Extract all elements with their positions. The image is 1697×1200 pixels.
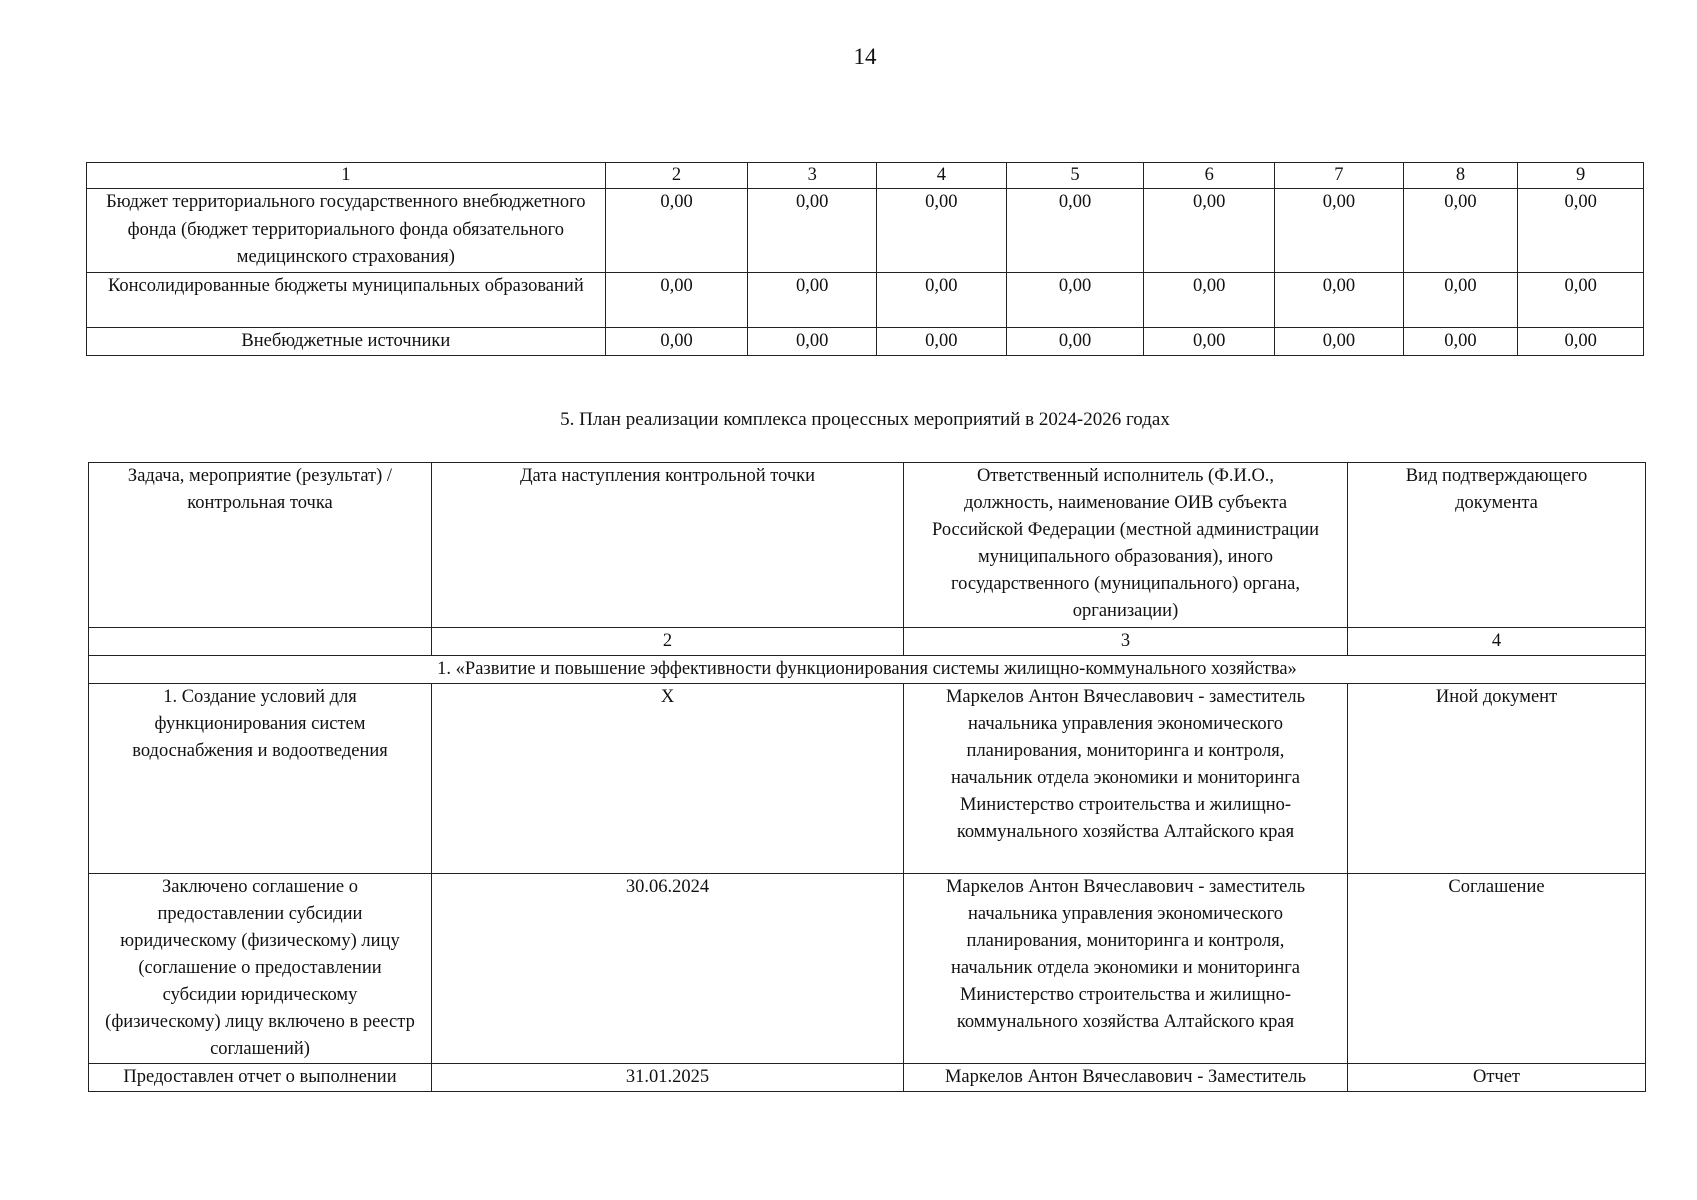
budget-header-row <box>87 163 1644 189</box>
cell-value: 0,00 <box>877 272 1007 327</box>
document-cell: Соглашение <box>1348 874 1646 1064</box>
task-cell: Заключено соглашение о предоставлении субсидии юридическому (физическому) лицу (соглашение о предоставлении субсидии юридическому (физическому) лицу включено в реестр соглашений) <box>89 874 432 1064</box>
cell-value: 0,00 <box>1518 189 1644 273</box>
table-row <box>89 874 1646 1064</box>
cell-value: 0,00 <box>605 327 748 356</box>
task-cell: Предоставлен отчет о выполнении <box>89 1064 432 1092</box>
cell-value: 0,00 <box>1403 272 1518 327</box>
col-header: 8 <box>1403 163 1518 189</box>
cell-value: 0,00 <box>1518 272 1644 327</box>
col-header: 7 <box>1275 163 1404 189</box>
section-title: 5. План реализации комплекса процессных мероприятий в 2024-2026 годах <box>560 409 1170 430</box>
col-header: 5 <box>1006 163 1144 189</box>
budget-table <box>86 162 1644 356</box>
cell-value: 0,00 <box>1006 272 1144 327</box>
cell-value: 0,00 <box>748 272 877 327</box>
col-number: 4 <box>1348 628 1646 656</box>
task-title: 1. «Развитие и повышение эффективности функционирования системы жилищно-коммунального хозяйства» <box>89 656 1646 684</box>
col-number: 2 <box>432 628 904 656</box>
col-header: 9 <box>1518 163 1644 189</box>
cell-value: 0,00 <box>877 327 1007 356</box>
document-cell: Отчет <box>1348 1064 1646 1092</box>
cell-value: 0,00 <box>1144 327 1275 356</box>
column-number-row <box>89 628 1646 656</box>
cell-value: 0,00 <box>1144 189 1275 273</box>
responsible-cell: Маркелов Антон Вячеславович - заместитель начальника управления экономического планирования, мониторинга и контроля, начальник отдела экономики и мониторинга Министерство строительства и жилищно-коммунального хозяйства Алтайского края <box>904 684 1348 874</box>
cell-value: 0,00 <box>605 272 748 327</box>
cell-value: 0,00 <box>1403 189 1518 273</box>
cell-value: 0,00 <box>1275 327 1404 356</box>
responsible-cell: Маркелов Антон Вячеславович - заместитель начальника управления экономического планирования, мониторинга и контроля, начальник отдела экономики и мониторинга Министерство строительства и жилищно-коммунального хозяйства Алтайского края <box>904 874 1348 1064</box>
cell-value: 0,00 <box>1275 189 1404 273</box>
col-header: 6 <box>1144 163 1275 189</box>
cell-value: 0,00 <box>748 189 877 273</box>
row-label: Внебюджетные источники <box>87 327 606 356</box>
cell-value: 0,00 <box>1518 327 1644 356</box>
page-number: 14 <box>853 44 877 69</box>
table-row <box>87 327 1644 356</box>
cell-value: 0,00 <box>605 189 748 273</box>
row-label: Бюджет территориального государственного внебюджетного фонда (бюджет территориального фонда обязательного медицинского страхования) <box>87 189 606 273</box>
row-label: Консолидированные бюджеты муниципальных образований <box>87 272 606 327</box>
col-number <box>89 628 432 656</box>
col-header: 4 <box>877 163 1007 189</box>
plan-header-row <box>89 463 1646 628</box>
col-header: Вид подтверждающего документа <box>1348 463 1646 628</box>
col-header: 2 <box>605 163 748 189</box>
col-header: Задача, мероприятие (результат) / контрольная точка <box>89 463 432 628</box>
date-cell: X <box>432 684 904 874</box>
cell-value: 0,00 <box>1006 189 1144 273</box>
cell-value: 0,00 <box>877 189 1007 273</box>
table-row <box>87 189 1644 273</box>
table-row <box>89 684 1646 874</box>
col-header: 1 <box>87 163 606 189</box>
col-header: Дата наступления контрольной точки <box>432 463 904 628</box>
cell-value: 0,00 <box>1403 327 1518 356</box>
col-number: 3 <box>904 628 1348 656</box>
cell-value: 0,00 <box>1006 327 1144 356</box>
cell-value: 0,00 <box>1144 272 1275 327</box>
task-title-row <box>89 656 1646 684</box>
cell-value: 0,00 <box>748 327 877 356</box>
col-header: Ответственный исполнитель (Ф.И.О., должность, наименование ОИВ субъекта Российской Федерации (местной администрации муниципального образования), иного государственного (муниципального) органа, организации) <box>904 463 1348 628</box>
task-cell: 1. Создание условий для функционирования систем водоснабжения и водоотведения <box>89 684 432 874</box>
date-cell: 31.01.2025 <box>432 1064 904 1092</box>
plan-table <box>88 462 1646 1092</box>
cell-value: 0,00 <box>1275 272 1404 327</box>
table-row <box>89 1064 1646 1092</box>
document-cell: Иной документ <box>1348 684 1646 874</box>
table-row <box>87 272 1644 327</box>
col-header: 3 <box>748 163 877 189</box>
date-cell: 30.06.2024 <box>432 874 904 1064</box>
responsible-cell: Маркелов Антон Вячеславович - Заместитель <box>904 1064 1348 1092</box>
